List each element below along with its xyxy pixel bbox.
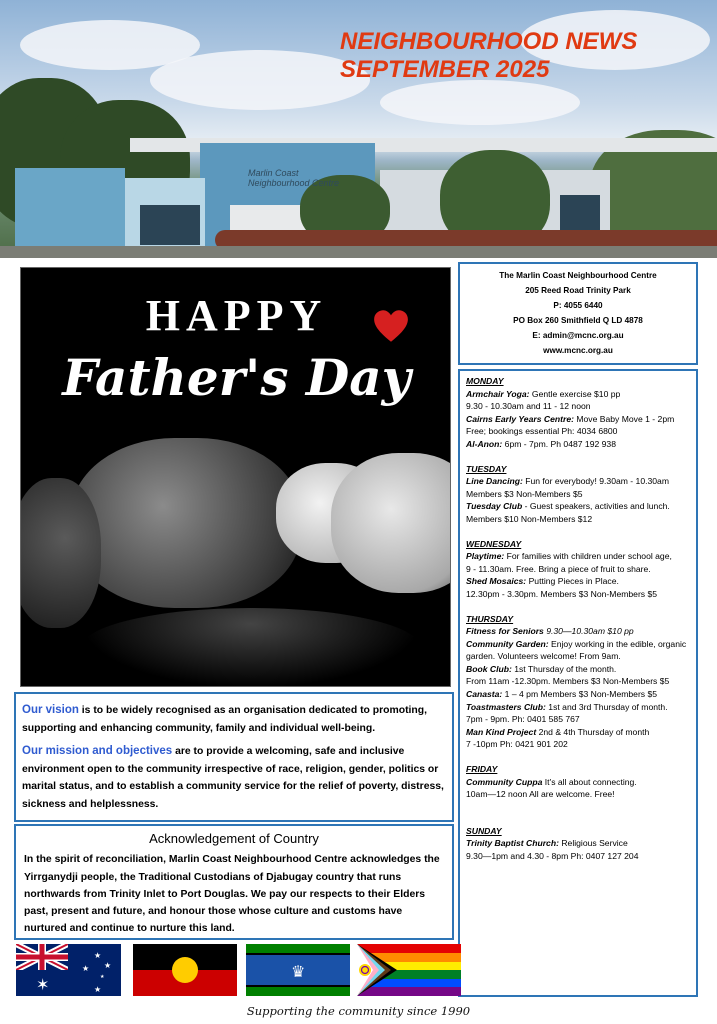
activity-details: 2nd & 4th Thursday of month [536,726,650,737]
activity-name: Community Cuppa [466,776,543,787]
schedule-line [466,625,690,638]
activity-details: Free; bookings essential Ph: 4034 6800 [466,426,618,437]
schedule-line [466,701,690,714]
vision-text: is to be widely recognised as an organisation dedicated to promoting, supporting and enhancing community, family and individual well-being. [22,705,428,734]
activity-name: Toastmasters Club: [466,701,546,712]
svg-text:★: ★ [104,961,112,970]
mission-text: are to provide a welcoming, safe and inclusive environment open to the community irrespective of race, religion, gender, politics or marital status, and to establish a community service for the relief of poverty, distress, sickness and helplessness. [22,746,444,810]
thursday-heading: THURSDAY [466,613,514,624]
activity-details: 6pm - 7pm. Ph 0487 192 938 [502,438,616,449]
progress-pride-flag-icon [357,944,461,996]
schedule-line [466,425,690,438]
australian-flag-icon [16,944,121,996]
activity-details: Members $10 Non-Members $12 [466,513,593,524]
contact-box [458,262,698,365]
schedule-line [466,675,690,688]
contact-website[interactable]: www.mcnc.org.au [543,346,613,355]
baby-arm [331,453,451,593]
vision-label: Our vision [22,704,79,716]
footer-tagline: Supporting the community since 1990 [246,1004,471,1018]
thursday-list [466,625,690,751]
activity-name: Community Garden: [466,638,549,649]
svg-text:♛: ♛ [291,962,306,981]
svg-text:★: ★ [94,951,102,960]
vision-paragraph [22,702,446,737]
schedule-line [466,638,690,651]
heart-icon [373,308,409,344]
schedule-line [466,588,690,601]
acknowledgement-box [14,824,454,940]
svg-text:✶: ✶ [36,975,50,994]
schedule-line [466,575,690,588]
activity-name: Fitness for Seniors [466,626,544,637]
activity-details: Members $3 Non-Members $5 [466,488,583,499]
schedule-line [466,488,690,501]
activity-details: 12.30pm - 3.30pm. Members $3 Non-Members $5 [466,588,658,599]
activity-details: 7pm - 9pm. Ph: 0401 585 767 [466,714,580,725]
activity-details: Move Baby Move 1 - 2pm [573,413,675,424]
activity-details: 9 - 11.30am. Free. Bring a piece of fruit to share. [466,563,651,574]
schedule-line [466,713,690,726]
adult-arm [20,478,101,628]
fathers-day-image [20,267,451,687]
activity-details: 7 -10pm Ph: 0421 901 202 [466,739,568,750]
activity-details: 1 – 4 pm Members $3 Non-Members $5 [502,689,658,700]
activity-name: Man Kind Project [466,726,537,737]
activity-details: It's all about connecting. [542,776,637,787]
activity-name: Canasta: [466,689,503,700]
newsletter-title [340,28,637,84]
schedule-line [466,513,690,526]
monday-heading: MONDAY [466,376,504,386]
activity-name: Shed Mosaics: [466,576,527,587]
activity-details: garden. Volunteers welcome! From 9am. [466,651,621,662]
activity-time: 9.30—10.30am $10 pp [543,626,634,637]
contact-email[interactable]: E: admin@mcnc.org.au [532,331,624,340]
vision-box [14,692,454,822]
activity-details: - Guest speakers, activities and lunch. [522,501,670,512]
svg-text:★: ★ [94,985,102,994]
acknowledgement-text: In the spirit of reconciliation, Marlin Coast Neighbourhood Centre acknowledges the Yirrganydji people, the Traditional Custodians of Djabugay country that runs northwards from Trinity Inlet to Port Douglas. We pay our respects to their Elders past, present and future, and honour those whose culture and customs have nurtured and continue to nurture this land. [24,854,440,935]
activity-name: Trinity Baptist Church: [466,838,559,849]
activity-details: 1st and 3rd Thursday of month. [545,701,668,712]
wednesday-heading: WEDNESDAY [466,538,522,549]
contact-address: 205 Reed Road Trinity Park [525,286,631,295]
schedule-line [466,776,690,789]
happy-text: HAPPY [145,291,328,340]
sunday-list [466,837,690,862]
aboriginal-flag-icon [133,944,237,996]
schedule-line [466,475,690,488]
schedule-line [466,837,690,850]
wednesday-list [466,550,690,600]
svg-text:★: ★ [82,964,90,973]
sunday-heading: SUNDAY [466,825,502,836]
building-sign: Marlin Coast Neighbourhood Centre [248,168,340,188]
schedule-line [466,550,690,563]
schedule-line [466,663,690,676]
schedule-line [466,850,690,863]
mission-paragraph [22,743,446,813]
title-line-1: NEIGHBOURHOOD NEWS [340,28,638,55]
activity-name: Armchair Yoga: [466,388,530,399]
schedule-line [466,388,690,401]
schedule-line [466,726,690,739]
schedule-line [466,500,690,513]
activity-details: 9.30—1pm and 4.30 - 8pm Ph: 0407 127 204 [466,851,639,861]
svg-text:★: ★ [100,974,105,980]
schedule-line [466,413,690,426]
activity-details: Religious Service [558,838,628,849]
fathers-day-text: Father's Day [62,348,411,407]
activity-details: From 11am -12.30pm. Members $3 Non-Members $5 [466,676,670,687]
activity-name: Al-Anon: [466,438,503,449]
activity-details: Enjoy working in the edible, organic [548,638,687,649]
activity-name: Cairns Early Years Centre: [466,413,574,424]
reflection [81,608,421,687]
activity-name: Line Dancing: [466,476,523,487]
torres-strait-islander-flag-icon [246,944,350,996]
activity-details: Putting Pieces in Place. [526,576,619,587]
contact-po-box: PO Box 260 Smithfield Q LD 4878 [513,316,643,325]
activity-name: Tuesday Club [466,501,523,512]
weekly-schedule [458,369,698,997]
tuesday-list [466,475,690,525]
contact-phone: P: 4055 6440 [553,301,603,310]
activity-details: 10am—12 noon All are welcome. Free! [466,789,615,800]
tuesday-heading: TUESDAY [466,463,507,474]
schedule-line [466,650,690,663]
adult-fist [71,438,301,608]
activity-name: Playtime: [466,551,505,562]
schedule-line [466,400,690,413]
friday-list [466,776,690,801]
friday-heading: FRIDAY [466,764,498,775]
activity-details: Fun for everybody! 9.30am - 10.30am [522,476,669,487]
activity-details: 9.30 - 10.30am and 11 - 12 noon [466,401,591,412]
activity-name: Book Club: [466,663,512,674]
schedule-line [466,438,690,451]
mission-label: Our mission and objectives [22,745,173,757]
activity-details: 1st Thursday of the month. [511,663,617,674]
activity-details: Gentle exercise $10 pp [529,388,621,399]
schedule-line [466,688,690,701]
schedule-line [466,563,690,576]
schedule-line [466,788,690,801]
schedule-line [466,738,690,751]
acknowledgement-title: Acknowledgement of Country [149,831,319,846]
title-line-2: SEPTEMBER 2025 [340,56,550,83]
contact-name: The Marlin Coast Neighbourhood Centre [499,271,657,280]
activity-details: For families with children under school age, [504,551,672,562]
monday-list [466,388,690,451]
